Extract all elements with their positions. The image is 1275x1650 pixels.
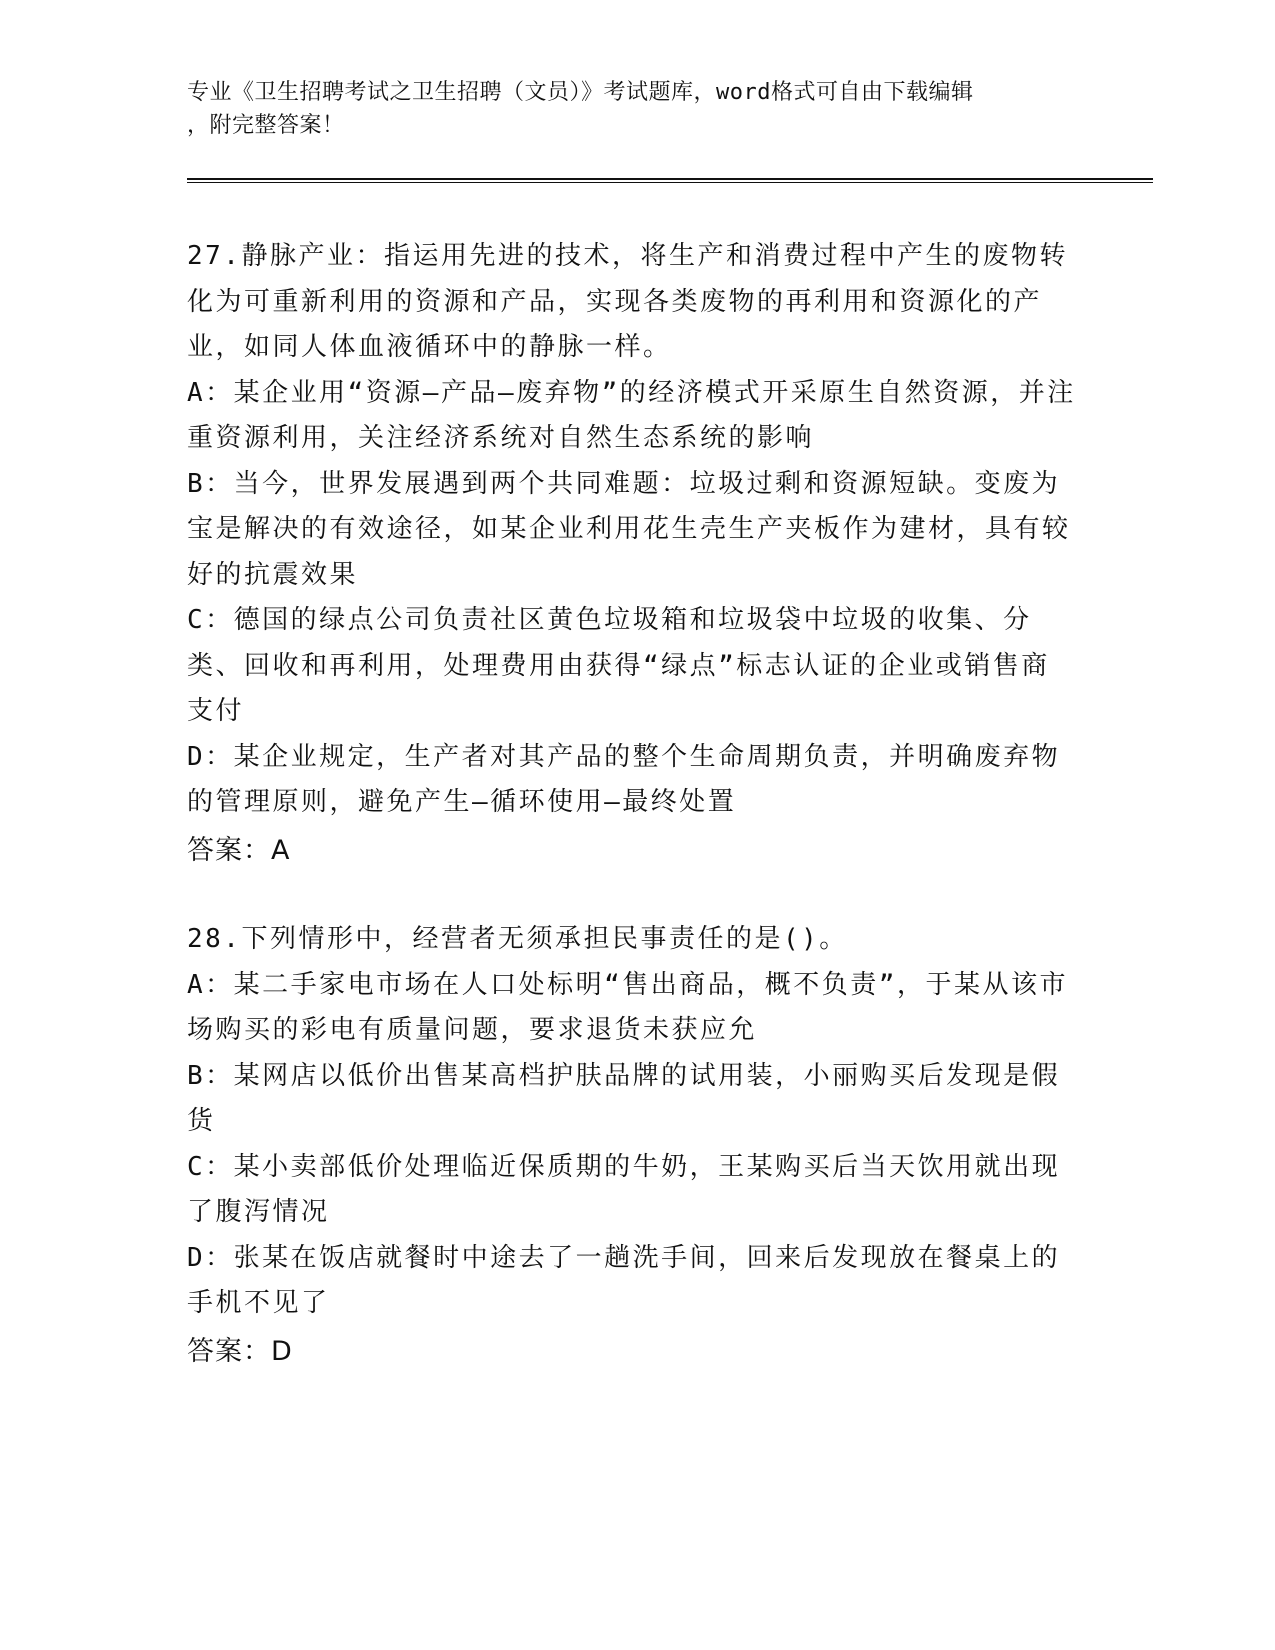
option-b: B：当今，世界发展遇到两个共同难题：垃圾过剩和资源短缺。变废为宝是解决的有效途径，如某企业利用花生壳生产夹板作为建材，具有较好的抗震效果 <box>187 468 1071 590</box>
question-stem: 27.静脉产业：指运用先进的技术，将生产和消费过程中产生的废物转化为可重新利用的资源和产品，实现各类废物的再利用和资源化的产业，如同人体血液循环中的静脉一样。 <box>187 241 1068 362</box>
header-line-2: ，附完整答案！ <box>187 113 345 138</box>
option-c: C：某小卖部低价处理临近保质期的牛奶，王某购买后当天饮用就出现了腹泻情况 <box>187 1151 1061 1227</box>
option-d: D：某企业规定，生产者对其产品的整个生命周期负责，并明确废弃物的管理原则，避免产生—循环使用—最终处置 <box>187 741 1061 817</box>
option-a: A：某二手家电市场在人口处标明“售出商品，概不负责”，于某从该市场购买的彩电有质量问题，要求退货未获应允 <box>187 969 1068 1045</box>
option-d: D：张某在饭店就餐时中途去了一趟洗手间，回来后发现放在餐桌上的手机不见了 <box>187 1242 1061 1318</box>
answer-label: 答案：A <box>187 834 291 866</box>
header-divider <box>187 178 1153 183</box>
question-28 <box>187 917 1077 1374</box>
option-a: A：某企业用“资源—产品—废弃物”的经济模式开采原生自然资源，并注重资源利用，关注经济系统对自然生态系统的影响 <box>187 377 1076 453</box>
question-stem: 28.下列情形中，经营者无须承担民事责任的是()。 <box>187 924 848 954</box>
question-27 <box>187 234 1077 873</box>
answer-label: 答案：D <box>187 1335 293 1367</box>
header-line-1: 专业《卫生招聘考试之卫生招聘（文员）》考试题库，word格式可自由下载编辑 <box>187 80 974 105</box>
option-c: C：德国的绿点公司负责社区黄色垃圾箱和垃圾袋中垃圾的收集、分类、回收和再利用，处理费用由获得“绿点”标志认证的企业或销售商支付 <box>187 605 1050 726</box>
option-b: B：某网店以低价出售某高档护肤品牌的试用装，小丽购买后发现是假货 <box>187 1060 1061 1136</box>
document-header <box>187 76 1067 142</box>
